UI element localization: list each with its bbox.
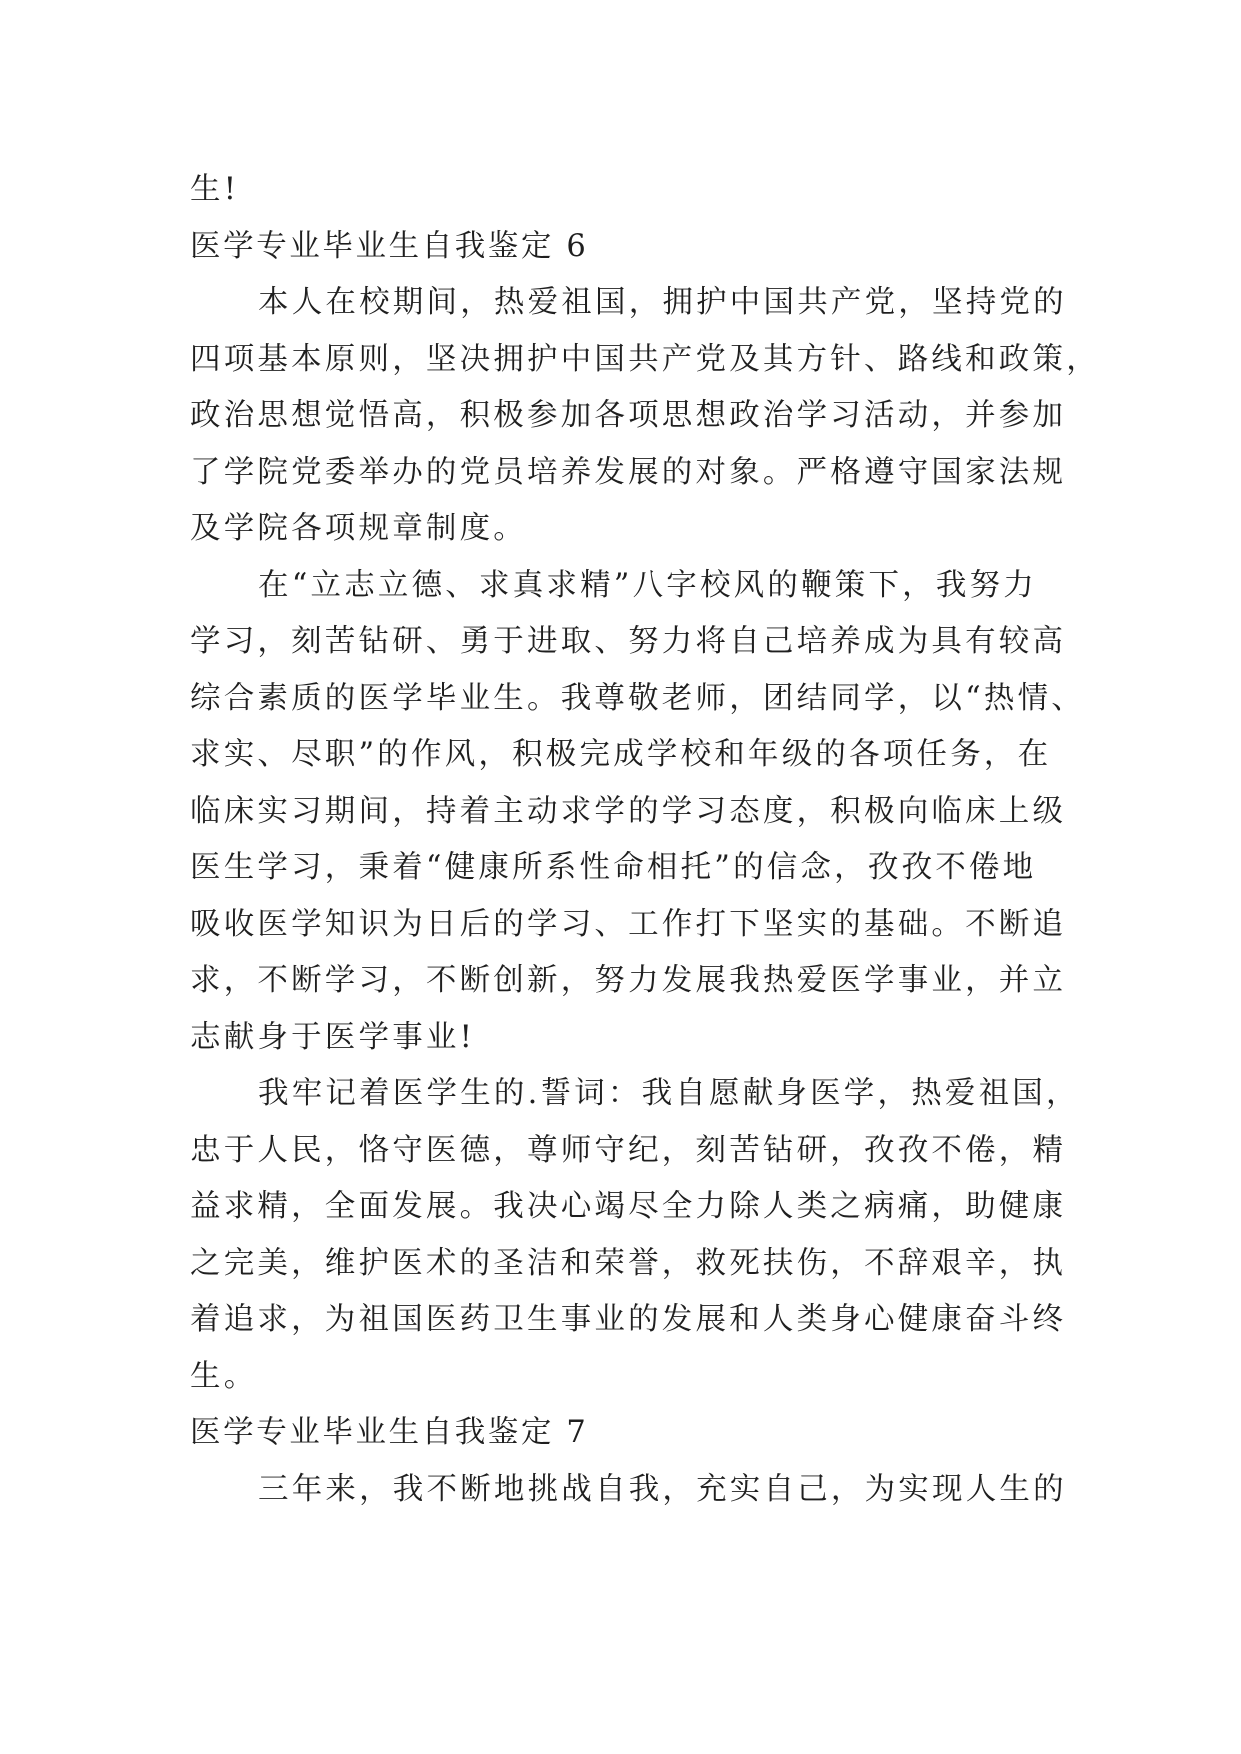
- paragraph-line: 吸收医学知识为日后的学习、工作打下坚实的基础。不断追: [190, 906, 1067, 942]
- paragraph-line: 益求精，全面发展。我决心竭尽全力除人类之病痛，助健康: [190, 1189, 1067, 1224]
- paragraph-line: 临床实习期间，持着主动求学的学习态度，积极向临床上级: [190, 793, 1067, 829]
- paragraph-line: 着追求，为祖国医药卫生事业的发展和人类身心健康奋斗终: [190, 1302, 1067, 1337]
- paragraph-line: 医生学习，秉着“健康所系性命相托”的信念，孜孜不倦地: [190, 850, 1037, 885]
- paragraph-line: 综合素质的医学毕业生。我尊敬老师，团结同学，以“热情、: [190, 680, 1085, 716]
- paragraph-line: 本人在校期间，热爱祖国，拥护中国共产党，坚持党的: [258, 285, 1067, 320]
- paragraph-line: 在“立志立德、求真求精”八字校风的鞭策下，我努力: [258, 567, 1037, 603]
- paragraph-line: 三年来，我不断地挑战自我，充实自己，为实现人生的: [258, 1471, 1067, 1507]
- paragraph-line: 四项基本原则，坚决拥护中国共产党及其方针、路线和政策，: [190, 341, 1100, 377]
- paragraph-line: 学习，刻苦钻研、勇于进取、努力将自己培养成为具有较高: [190, 624, 1067, 659]
- paragraph-line: 了学院党委举办的党员培养发展的对象。严格遵守国家法规: [190, 454, 1067, 490]
- paragraph-2: [190, 558, 1085, 1067]
- paragraph-line: 政治思想觉悟高，积极参加各项思想政治学习活动，并参加: [190, 398, 1067, 433]
- paragraph-4: [190, 1462, 1067, 1519]
- section-heading-6: 医学专业毕业生自我鉴定 6: [190, 228, 589, 264]
- paragraph-line: 志献身于医学事业!: [190, 1019, 476, 1055]
- paragraph-line: 我牢记着医学生的.誓词：我自愿献身医学，热爱祖国，: [258, 1076, 1080, 1111]
- document-body: [190, 162, 1100, 1518]
- section-heading-7: 医学专业毕业生自我鉴定 7: [190, 1415, 589, 1450]
- paragraph-line: 生。: [190, 1358, 258, 1394]
- paragraph-1: [190, 275, 1100, 558]
- paragraph-line: 忠于人民，恪守医德，尊师守纪，刻苦钻研，孜孜不倦，精: [190, 1132, 1067, 1168]
- continued-text-line: 生!: [190, 172, 240, 207]
- paragraph-line: 求实、尽职”的作风，积极完成学校和年级的各项任务，在: [190, 737, 1052, 772]
- paragraph-line: 及学院各项规章制度。: [190, 511, 527, 546]
- paragraph-line: 求，不断学习，不断创新，努力发展我热爱医学事业，并立: [190, 963, 1067, 998]
- paragraph-line: 之完美，维护医术的圣洁和荣誉，救死扶伤，不辞艰辛，执: [190, 1245, 1067, 1281]
- paragraph-3: [190, 1066, 1080, 1405]
